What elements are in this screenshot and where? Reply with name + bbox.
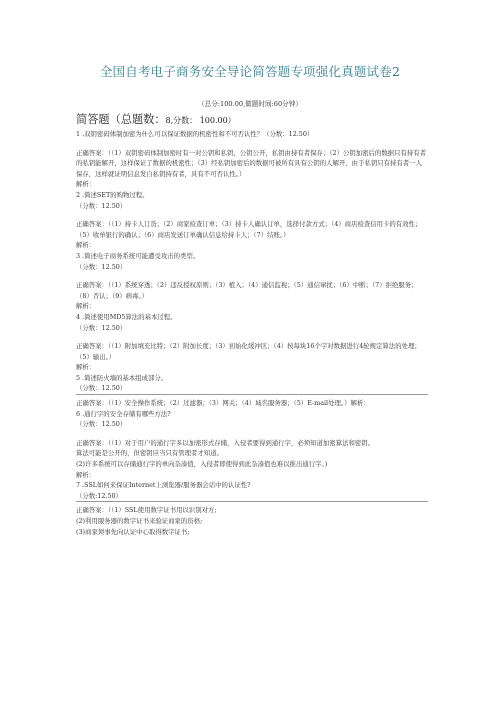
- answer-text: 正确答案：（（1）双钥密码体制加密时有一对公钥和私钥，公钥公开，私钥由持有者保存；（2）公钥加密后的数据只有持有者的私钥能解开，这样保证了数据的机密性；（3）经私钥加密后的数据可被所有具有公钥的人解开，由于私钥只有持有者一人保存，这样就证明信息发自私钥持有者，具有不可否认性。）: [76, 148, 427, 178]
- paragraph-text: （分数：12.50）: [76, 201, 127, 210]
- answer-text: 正确答案：（（1）安全操作系统；（2）过滤器；（3）网关；（4）域名服务器；（5）E-mail处理。）解析：: [76, 394, 428, 409]
- paragraph-text: 解析：: [76, 470, 96, 479]
- spacer: [76, 140, 428, 148]
- spacer: [76, 211, 428, 219]
- paragraph-text: （分数：12.50）: [76, 420, 127, 429]
- section-heading-label: 简答题（总题数：: [76, 113, 166, 126]
- paragraph-text: （分数：12.50）: [76, 323, 127, 332]
- spacer: [76, 333, 428, 341]
- question-text: 1 .双钥密码体制加密为什么可以保证数据的机密性和不可否认性？（分数：12.50）: [76, 130, 314, 138]
- spacer: [76, 430, 428, 438]
- paragraph-text: 解析：: [76, 302, 96, 311]
- question-text: 7 .SSL如何来保证Internet上浏览器/服务器会话中的认证性?: [76, 481, 251, 490]
- question-text: 6 .通行字的安全存储有哪些方法?: [76, 409, 171, 418]
- answer-text: 正确答案：（（1）系统穿透；（2）违反授权原则；（3）植入；（4）通信监视；（5）通信窜扰；（6）中断；（7）拒绝服务；（8）否认；（9）病毒。）: [76, 281, 418, 300]
- answer-text: 正确答案：（（1）附加填充比特；（2）附加长度；（3）初始化缓冲区；（4）按每块16个字对数据进行4轮规定算法的处理；（5）输出。）: [76, 342, 421, 361]
- question-list: [76, 129, 428, 537]
- question-text: 5 .简述防火墙的基本组成部分。: [76, 373, 168, 382]
- paragraph-text: (3)商家须事先向认证中心取得数字证书;: [76, 527, 190, 536]
- spacer: [76, 272, 428, 280]
- section-stats: 8,分数： 100.00）: [165, 116, 236, 125]
- section-heading: [76, 111, 236, 127]
- paragraph-text: 算法可能是公开的，但密钥应当只有管理者才知道。: [76, 449, 223, 458]
- question-text: 3 .简述电子商务系统可能遭受攻击的类型。: [76, 251, 200, 260]
- paragraph-text: 解析：: [76, 180, 96, 189]
- paragraph-text: (2)许多系统可以存储通行字的单向杂凑值，入侵者即使得到此杂凑值也难以推出通行字。): [76, 460, 328, 469]
- question-text: 2 .简述SET的购物过程。: [76, 190, 149, 199]
- document-title: 全国自考电子商务安全导论简答题专项强化真题试卷2: [99, 64, 401, 79]
- answer-text: 正确答案：（（1）持卡人订货；（2）商家检查订单；（3）持卡人确认订单，选择付款方式；（4）商店检查信用卡的有效性；（5）收单银行的确认；（6）商店发送订单确认信息给持卡人；（7）结账。）: [76, 220, 422, 239]
- paragraph-text: (2)利用服务器的数字证书来验证商家的资格;: [76, 517, 203, 525]
- paragraph-text: 解析：: [76, 363, 96, 372]
- answer-text: 正确答案：（（1）对于用户的通行字多以加密形式存储，入侵者要得到通行字，必须知道加密算法和密钥。: [76, 438, 375, 447]
- answer-text: 正确答案：（（1）SSL使用数字证书用以识别对方;: [76, 501, 428, 516]
- paragraph-text: （分数:12.50）: [76, 491, 123, 500]
- document-meta: （总分:100.00,做题时间:60分钟）: [198, 100, 302, 108]
- question-text: 4 .简述使用MD5算法的基本过程。: [76, 312, 177, 321]
- paragraph-text: （分数：12.50）: [76, 384, 127, 393]
- paragraph-text: （分数：12.50）: [76, 262, 127, 271]
- paragraph-text: 解析：: [76, 241, 96, 250]
